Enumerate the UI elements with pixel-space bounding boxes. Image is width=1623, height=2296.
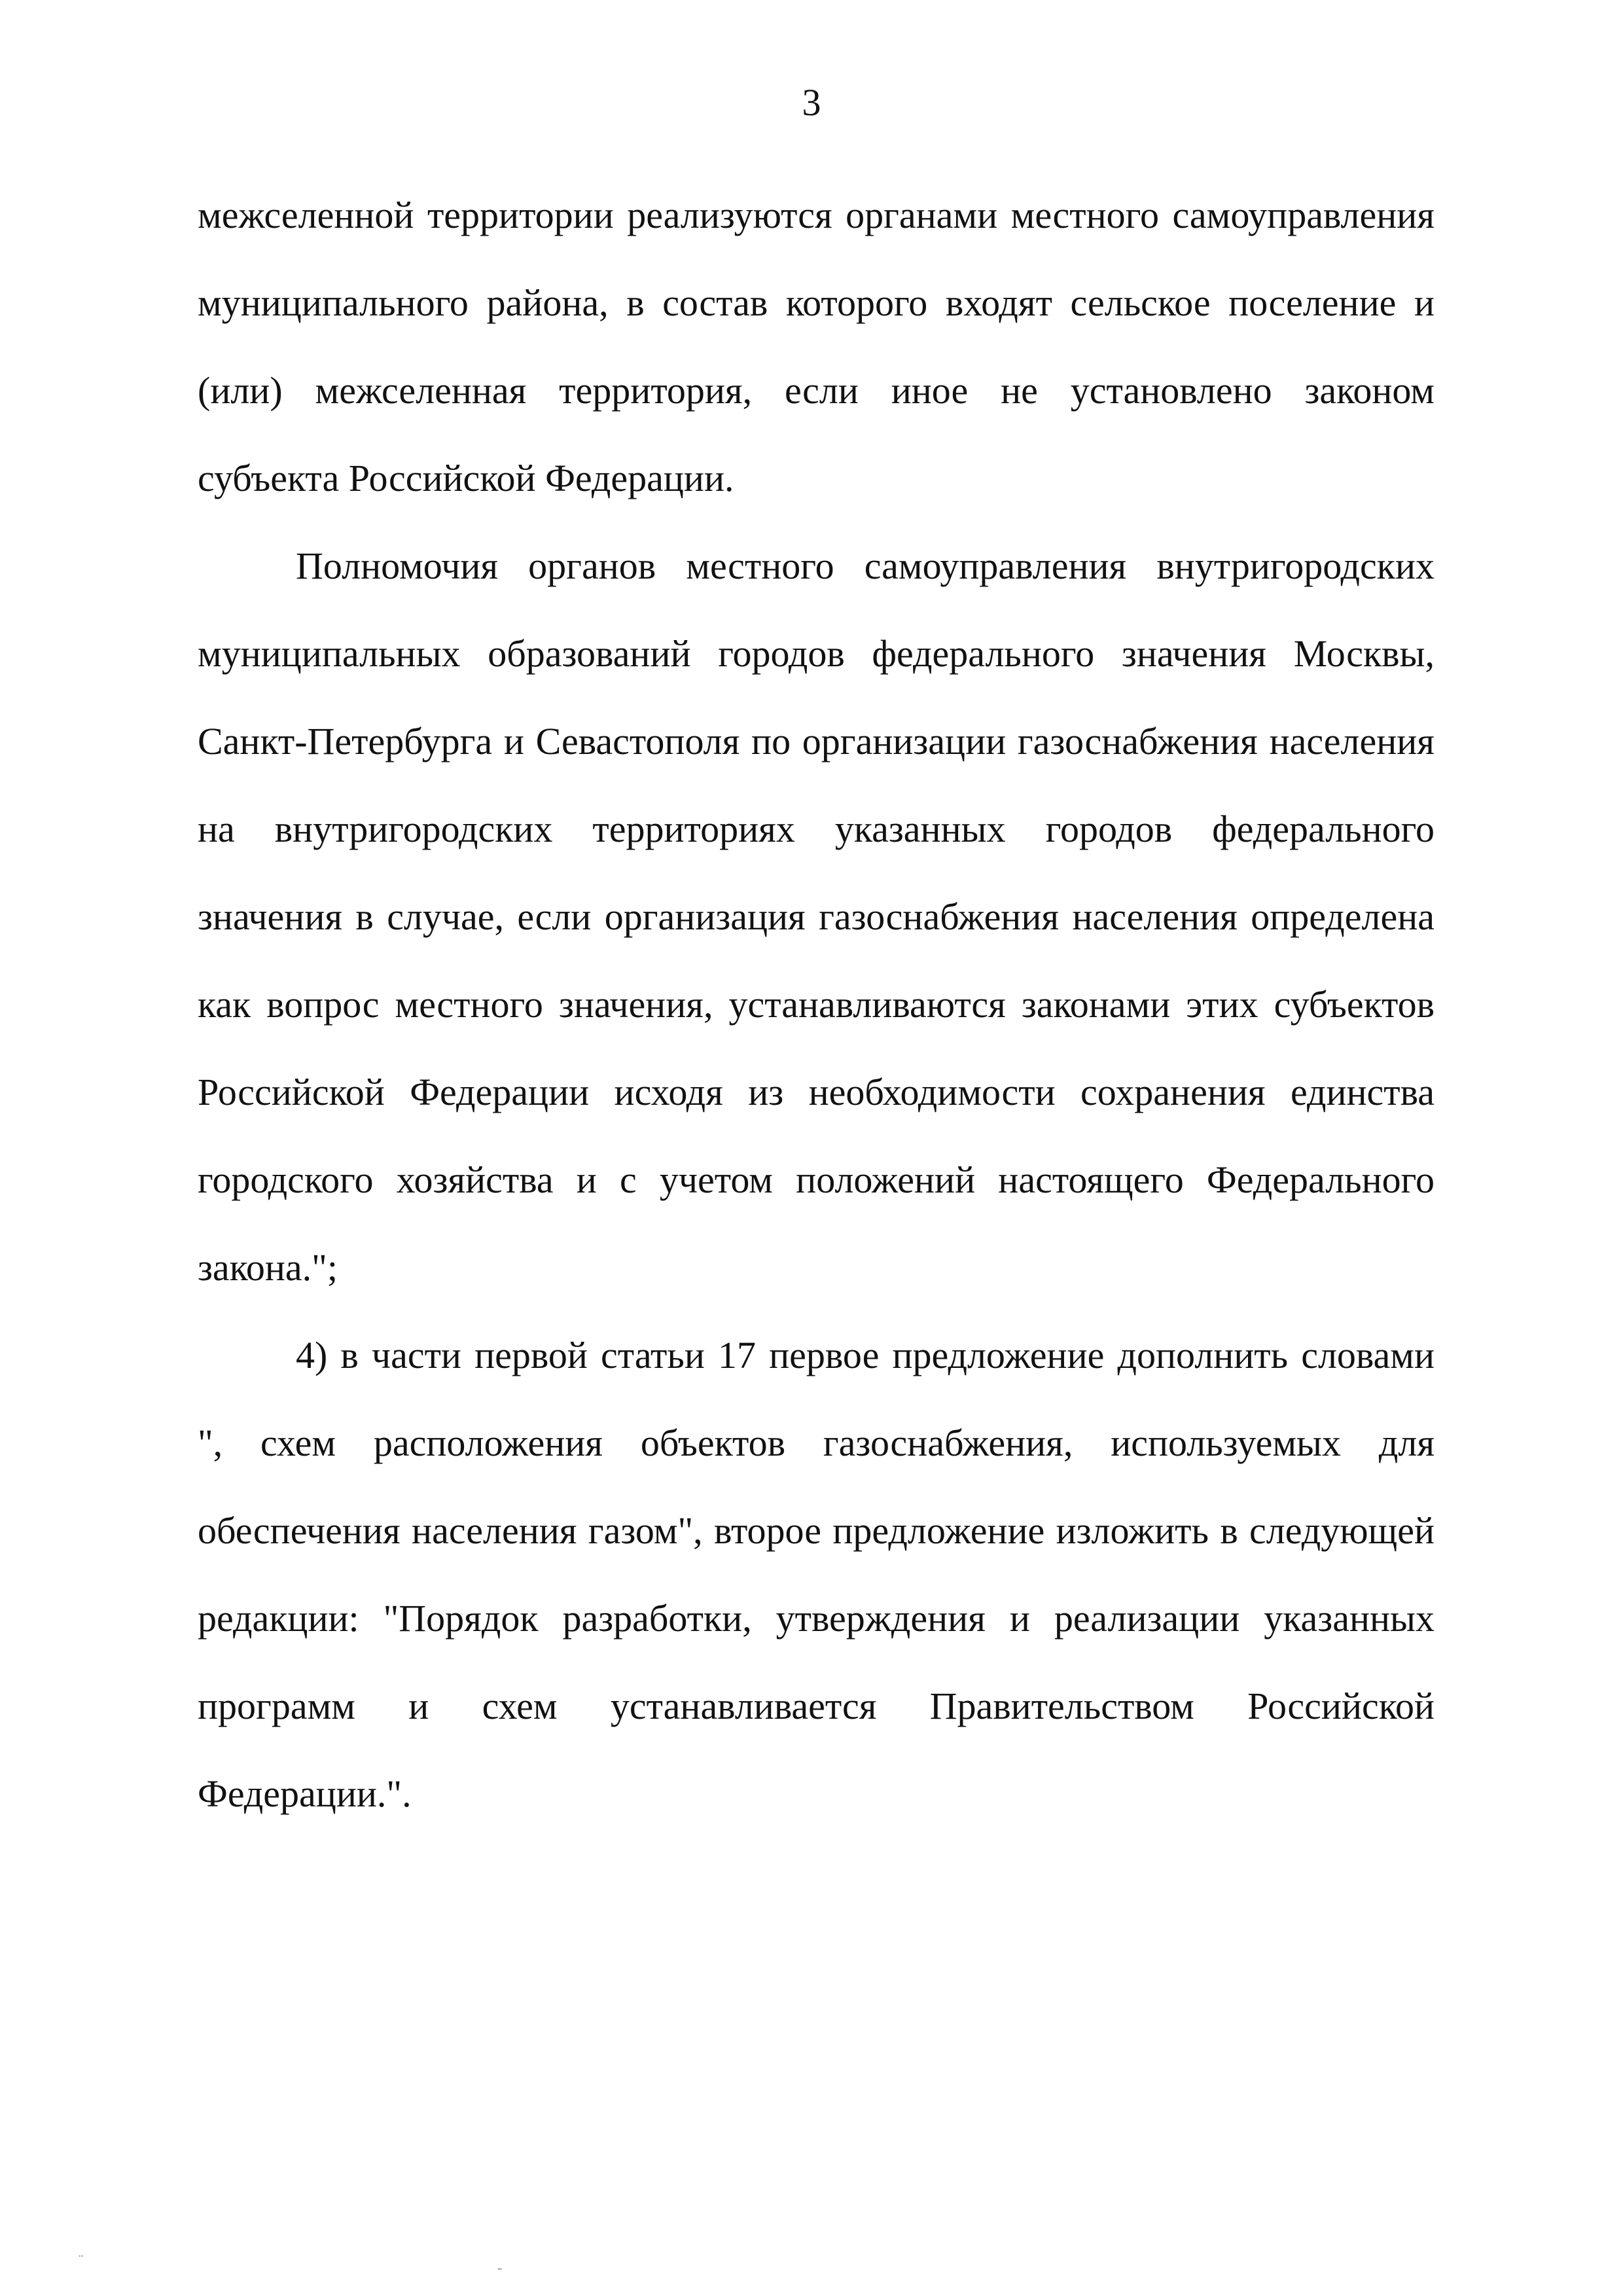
text-line: межселенной территории реализуются органами местного самоуправления — [198, 194, 1435, 236]
text-line: (или) межселенная территория, если иное не установлено законом — [198, 369, 1435, 412]
text-line: 4) в части первой статьи 17 первое предложение дополнить словами — [296, 1334, 1435, 1376]
text-line: на внутригородских территориях указанных городов федерального — [198, 808, 1435, 850]
scan-artifact-mark: - — [497, 2259, 503, 2276]
text-line: Полномочия органов местного самоуправления внутригородских — [296, 545, 1435, 587]
text-line: значения в случае, если организация газоснабжения населения определена — [198, 895, 1435, 938]
document-body — [198, 171, 1435, 1838]
text-line: обеспечения населения газом", второе предложение изложить в следующей — [198, 1509, 1435, 1552]
text-line: муниципальных образований городов федерального значения Москвы, — [198, 632, 1435, 675]
paragraph-2 — [198, 522, 1435, 1312]
scan-artifact-mark: ¨ — [79, 2251, 84, 2268]
text-line: редакции: "Порядок разработки, утверждения и реализации указанных — [198, 1597, 1435, 1640]
text-line: закона."; — [198, 1246, 338, 1289]
text-line: субъекта Российской Федерации. — [198, 457, 734, 499]
text-line: как вопрос местного значения, устанавливаются законами этих субъектов — [198, 983, 1435, 1026]
page-number: 3 — [802, 81, 821, 124]
text-line: муниципального района, в состав которого входят сельское поселение и — [198, 281, 1435, 324]
paragraph-1 — [198, 171, 1435, 522]
text-line: программ и схем устанавливается Правительством Российской — [198, 1685, 1435, 1727]
paragraph-3 — [198, 1312, 1435, 1838]
text-line: Российской Федерации исходя из необходимости сохранения единства — [198, 1071, 1435, 1113]
text-line: городского хозяйства и с учетом положений настоящего Федерального — [198, 1158, 1435, 1201]
text-line: Санкт-Петербурга и Севастополя по организации газоснабжения населения — [198, 720, 1435, 762]
text-line: ", схем расположения объектов газоснабжения, используемых для — [198, 1422, 1435, 1464]
text-line: Федерации.". — [198, 1772, 412, 1815]
